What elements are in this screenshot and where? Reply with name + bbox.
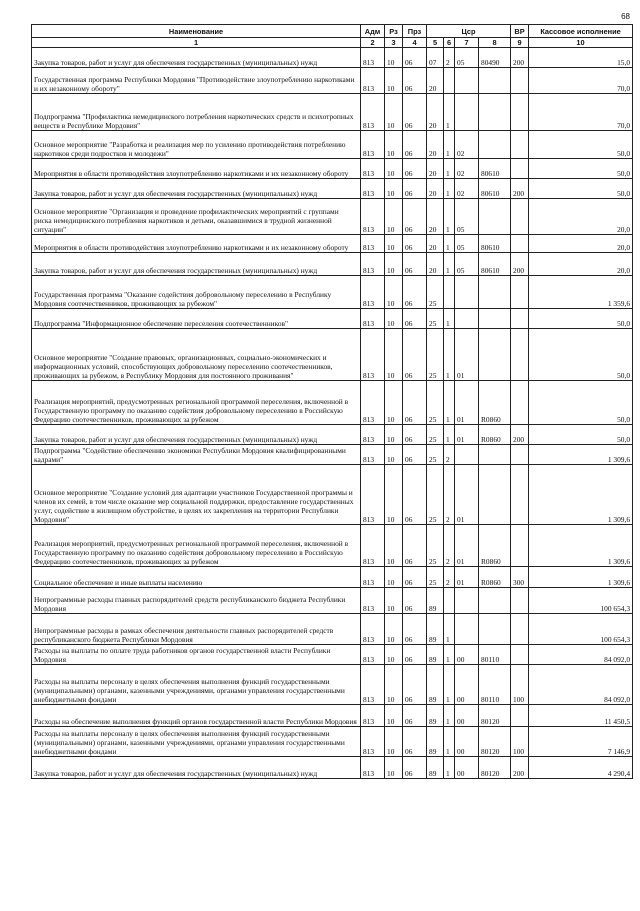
row-rz: 10 xyxy=(385,525,403,567)
row-amount: 1 309,6 xyxy=(529,525,633,567)
row-name: Реализация мероприятий, предусмотренных региональной программой переселения, включенной в Государственную программу по оказанию содействия добровольному переселению в Российскую Федерацию соотечественников, проживающих за рубежом xyxy=(32,525,361,567)
row-csr-program: 89 xyxy=(427,705,444,727)
row-vr: 200 xyxy=(511,425,529,445)
row-amount: 100 654,3 xyxy=(529,588,633,614)
table-row xyxy=(32,727,633,757)
row-vr: 200 xyxy=(511,179,529,199)
row-adm: 813 xyxy=(361,614,385,645)
table-row xyxy=(32,381,633,425)
row-rz: 10 xyxy=(385,445,403,465)
table-row xyxy=(32,159,633,179)
row-rz: 10 xyxy=(385,381,403,425)
row-vr xyxy=(511,465,529,525)
row-csr-program: 20 xyxy=(427,159,444,179)
row-amount: 20,0 xyxy=(529,199,633,235)
row-amount: 100 654,3 xyxy=(529,614,633,645)
table-row xyxy=(32,665,633,705)
row-csr-subprogram: 2 xyxy=(444,567,455,588)
row-csr-activity xyxy=(455,588,479,614)
row-name: Основное мероприятие "Создание условий для адаптации участников Государственной программы и членов их семей, в том числе оказание мер социальной поддержки, предоставление государственных услуг, содействие в жилищном обустройстве, в целях их закрепления на территории Республики Мордовия" xyxy=(32,465,361,525)
column-number: 1 xyxy=(32,38,361,48)
row-csr-activity: 02 xyxy=(455,159,479,179)
row-adm: 813 xyxy=(361,199,385,235)
row-rz: 10 xyxy=(385,614,403,645)
row-csr-activity xyxy=(455,614,479,645)
row-csr-program: 25 xyxy=(427,276,444,309)
table-row xyxy=(32,567,633,588)
table-row xyxy=(32,253,633,276)
row-csr-program: 89 xyxy=(427,757,444,779)
row-amount: 50,0 xyxy=(529,159,633,179)
row-name: Реализация мероприятий, предусмотренных региональной программой переселения, включенной в Государственную программу по оказанию содействия добровольному переселению в Российскую Федерацию соотечественников, проживающих за рубежом xyxy=(32,381,361,425)
row-rz: 10 xyxy=(385,199,403,235)
row-csr-subprogram xyxy=(444,276,455,309)
row-amount: 1 309,6 xyxy=(529,445,633,465)
row-rz: 10 xyxy=(385,179,403,199)
table-row xyxy=(32,309,633,329)
row-name: Государственная программа "Оказание содействия добровольному переселению в Республику Мордовия соотечественников, проживающих за рубежом" xyxy=(32,276,361,309)
row-csr-subprogram: 1 xyxy=(444,645,455,665)
row-csr-activity: 01 xyxy=(455,525,479,567)
row-csr-program: 89 xyxy=(427,614,444,645)
table-row xyxy=(32,614,633,645)
row-vr xyxy=(511,445,529,465)
row-csr-program: 20 xyxy=(427,235,444,253)
row-csr-activity: 01 xyxy=(455,465,479,525)
row-csr-program: 20 xyxy=(427,131,444,159)
row-csr-program: 07 xyxy=(427,48,444,68)
row-adm: 813 xyxy=(361,309,385,329)
row-csr-activity: 00 xyxy=(455,705,479,727)
row-csr-direction: 80610 xyxy=(479,179,511,199)
row-csr-program: 89 xyxy=(427,665,444,705)
row-rz: 10 xyxy=(385,425,403,445)
row-amount: 1 359,6 xyxy=(529,276,633,309)
row-csr-subprogram: 1 xyxy=(444,199,455,235)
column-number: 10 xyxy=(529,38,633,48)
row-amount: 1 309,6 xyxy=(529,465,633,525)
row-amount: 70,0 xyxy=(529,68,633,94)
row-rz: 10 xyxy=(385,665,403,705)
table-row xyxy=(32,94,633,131)
column-number: 5 xyxy=(427,38,444,48)
row-name: Государственная программа Республики Мордовия "Противодействие злоупотреблению наркотиками и их незаконному обороту" xyxy=(32,68,361,94)
table-row xyxy=(32,48,633,68)
row-csr-program: 20 xyxy=(427,68,444,94)
row-prz: 06 xyxy=(403,68,427,94)
row-adm: 813 xyxy=(361,757,385,779)
row-amount: 15,0 xyxy=(529,48,633,68)
row-vr: 100 xyxy=(511,665,529,705)
row-name: Расходы на выплаты персоналу в целях обеспечения выполнения функций государственными (муниципальными) органами, казенными учреждениями, органами управления государственными внебюджетными фондами xyxy=(32,727,361,757)
row-csr-activity: 01 xyxy=(455,329,479,381)
row-prz: 06 xyxy=(403,525,427,567)
row-csr-subprogram: 1 xyxy=(444,425,455,445)
row-csr-activity xyxy=(455,68,479,94)
table-row xyxy=(32,179,633,199)
row-rz: 10 xyxy=(385,131,403,159)
table-row xyxy=(32,329,633,381)
row-csr-activity: 01 xyxy=(455,567,479,588)
row-prz: 06 xyxy=(403,131,427,159)
row-amount: 50,0 xyxy=(529,329,633,381)
row-csr-direction: R0860 xyxy=(479,381,511,425)
column-number: 6 xyxy=(444,38,455,48)
header-vr: ВР xyxy=(511,25,529,38)
row-csr-subprogram: 1 xyxy=(444,131,455,159)
row-csr-subprogram: 1 xyxy=(444,94,455,131)
row-vr xyxy=(511,329,529,381)
table-row xyxy=(32,425,633,445)
row-name: Расходы на обеспечение выполнения функций органов государственной власти Республики Мордовия xyxy=(32,705,361,727)
row-prz: 06 xyxy=(403,199,427,235)
row-csr-direction xyxy=(479,588,511,614)
row-csr-activity: 02 xyxy=(455,179,479,199)
column-number: 3 xyxy=(385,38,403,48)
row-csr-activity: 05 xyxy=(455,48,479,68)
row-amount: 50,0 xyxy=(529,309,633,329)
row-prz: 06 xyxy=(403,381,427,425)
row-csr-direction: 80110 xyxy=(479,645,511,665)
row-amount: 84 092,0 xyxy=(529,645,633,665)
row-csr-direction: R0860 xyxy=(479,525,511,567)
header-prz: Прз xyxy=(403,25,427,38)
row-rz: 10 xyxy=(385,588,403,614)
row-csr-direction: R0860 xyxy=(479,425,511,445)
row-csr-activity: 02 xyxy=(455,131,479,159)
row-rz: 10 xyxy=(385,235,403,253)
row-vr xyxy=(511,235,529,253)
row-csr-activity: 00 xyxy=(455,727,479,757)
budget-execution-table xyxy=(31,24,633,779)
column-number-row xyxy=(32,38,633,48)
row-prz: 06 xyxy=(403,179,427,199)
row-prz: 06 xyxy=(403,705,427,727)
row-csr-subprogram: 1 xyxy=(444,705,455,727)
table-row xyxy=(32,525,633,567)
row-csr-program: 89 xyxy=(427,645,444,665)
row-prz: 06 xyxy=(403,329,427,381)
row-prz: 06 xyxy=(403,757,427,779)
row-csr-direction xyxy=(479,614,511,645)
row-csr-direction xyxy=(479,131,511,159)
row-csr-direction xyxy=(479,276,511,309)
row-adm: 813 xyxy=(361,48,385,68)
row-csr-subprogram: 1 xyxy=(444,235,455,253)
row-adm: 813 xyxy=(361,425,385,445)
row-csr-direction xyxy=(479,445,511,465)
row-csr-subprogram xyxy=(444,588,455,614)
row-amount: 11 450,5 xyxy=(529,705,633,727)
row-name: Подпрограмма "Содействие обеспечению экономики Республики Мордовия квалифицированными кадрами" xyxy=(32,445,361,465)
row-amount: 70,0 xyxy=(529,94,633,131)
row-name: Закупка товаров, работ и услуг для обеспечения государственных (муниципальных) нужд xyxy=(32,253,361,276)
table-row xyxy=(32,588,633,614)
row-csr-subprogram: 1 xyxy=(444,665,455,705)
row-csr-direction xyxy=(479,94,511,131)
row-vr xyxy=(511,276,529,309)
row-name: Непрограммные расходы главных распорядителей средств республиканского бюджета Республики Мордовия xyxy=(32,588,361,614)
table-row xyxy=(32,235,633,253)
row-amount: 20,0 xyxy=(529,235,633,253)
row-amount: 50,0 xyxy=(529,131,633,159)
header-amount: Кассовое исполнение xyxy=(529,25,633,38)
row-csr-program: 25 xyxy=(427,525,444,567)
row-amount: 7 146,9 xyxy=(529,727,633,757)
row-vr xyxy=(511,159,529,179)
row-csr-program: 25 xyxy=(427,309,444,329)
row-amount: 4 290,4 xyxy=(529,757,633,779)
row-csr-subprogram: 1 xyxy=(444,309,455,329)
row-vr: 200 xyxy=(511,253,529,276)
row-prz: 06 xyxy=(403,159,427,179)
row-rz: 10 xyxy=(385,727,403,757)
row-adm: 813 xyxy=(361,445,385,465)
row-csr-direction: 80490 xyxy=(479,48,511,68)
row-prz: 06 xyxy=(403,253,427,276)
row-csr-subprogram: 2 xyxy=(444,48,455,68)
row-csr-subprogram: 1 xyxy=(444,727,455,757)
row-csr-subprogram: 1 xyxy=(444,381,455,425)
row-vr xyxy=(511,381,529,425)
row-csr-subprogram: 2 xyxy=(444,465,455,525)
row-prz: 06 xyxy=(403,727,427,757)
row-adm: 813 xyxy=(361,235,385,253)
row-adm: 813 xyxy=(361,665,385,705)
row-name: Подпрограмма "Профилактика немедицинского потребления наркотических средств и психотропных веществ в Республике Мордовия" xyxy=(32,94,361,131)
row-csr-activity: 05 xyxy=(455,253,479,276)
row-csr-activity: 00 xyxy=(455,757,479,779)
row-csr-activity: 00 xyxy=(455,645,479,665)
row-name: Расходы на выплаты персоналу в целях обеспечения выполнения функций государственными (муниципальными) органами, казенными учреждениями, органами управления государственными внебюджетными фондами xyxy=(32,665,361,705)
row-adm: 813 xyxy=(361,179,385,199)
row-prz: 06 xyxy=(403,94,427,131)
row-rz: 10 xyxy=(385,465,403,525)
row-csr-activity: 05 xyxy=(455,235,479,253)
row-adm: 813 xyxy=(361,705,385,727)
row-csr-subprogram: 1 xyxy=(444,179,455,199)
row-vr xyxy=(511,705,529,727)
row-csr-direction: 80110 xyxy=(479,665,511,705)
column-number: 8 xyxy=(479,38,511,48)
row-vr: 300 xyxy=(511,567,529,588)
row-csr-program: 25 xyxy=(427,381,444,425)
row-adm: 813 xyxy=(361,588,385,614)
row-csr-direction: 80610 xyxy=(479,159,511,179)
row-csr-direction xyxy=(479,309,511,329)
table-row xyxy=(32,68,633,94)
row-amount: 50,0 xyxy=(529,381,633,425)
row-amount: 84 092,0 xyxy=(529,665,633,705)
row-rz: 10 xyxy=(385,276,403,309)
row-prz: 06 xyxy=(403,445,427,465)
row-csr-program: 25 xyxy=(427,425,444,445)
row-rz: 10 xyxy=(385,48,403,68)
table-row xyxy=(32,445,633,465)
row-rz: 10 xyxy=(385,309,403,329)
row-adm: 813 xyxy=(361,131,385,159)
row-prz: 06 xyxy=(403,614,427,645)
page-number: 68 xyxy=(621,12,630,21)
row-prz: 06 xyxy=(403,465,427,525)
row-name: Основное мероприятие "Разработка и реализация мер по усилению противодействия потреблению наркотиков среди подростков и молодежи" xyxy=(32,131,361,159)
row-vr xyxy=(511,588,529,614)
row-name: Основное мероприятие "Создание правовых, организационных, социально-экономических и информационных условий, способствующих добровольному переселению соотечественников, проживающих за рубежом, в Республику Мордовия для постоянного проживания" xyxy=(32,329,361,381)
row-csr-direction: 80610 xyxy=(479,235,511,253)
table-row xyxy=(32,465,633,525)
row-vr xyxy=(511,614,529,645)
row-rz: 10 xyxy=(385,253,403,276)
row-vr xyxy=(511,525,529,567)
row-csr-direction: 80120 xyxy=(479,727,511,757)
row-csr-direction: 80610 xyxy=(479,253,511,276)
table-row xyxy=(32,757,633,779)
row-adm: 813 xyxy=(361,567,385,588)
row-adm: 813 xyxy=(361,68,385,94)
row-adm: 813 xyxy=(361,253,385,276)
row-adm: 813 xyxy=(361,94,385,131)
row-csr-subprogram: 2 xyxy=(444,445,455,465)
row-csr-program: 25 xyxy=(427,329,444,381)
row-name: Закупка товаров, работ и услуг для обеспечения государственных (муниципальных) нужд xyxy=(32,48,361,68)
table-row xyxy=(32,276,633,309)
row-prz: 06 xyxy=(403,276,427,309)
row-csr-direction xyxy=(479,68,511,94)
row-csr-activity xyxy=(455,309,479,329)
row-name: Мероприятия в области противодействия злоупотреблению наркотиками и их незаконному обороту xyxy=(32,159,361,179)
header-rz: Рз xyxy=(385,25,403,38)
row-rz: 10 xyxy=(385,757,403,779)
row-rz: 10 xyxy=(385,645,403,665)
row-adm: 813 xyxy=(361,727,385,757)
row-rz: 10 xyxy=(385,567,403,588)
row-name: Закупка товаров, работ и услуг для обеспечения государственных (муниципальных) нужд xyxy=(32,425,361,445)
row-vr xyxy=(511,131,529,159)
column-number: 4 xyxy=(403,38,427,48)
row-csr-subprogram xyxy=(444,68,455,94)
row-csr-activity xyxy=(455,276,479,309)
row-csr-program: 25 xyxy=(427,567,444,588)
row-csr-program: 20 xyxy=(427,179,444,199)
row-adm: 813 xyxy=(361,525,385,567)
row-amount: 50,0 xyxy=(529,425,633,445)
row-adm: 813 xyxy=(361,381,385,425)
row-prz: 06 xyxy=(403,48,427,68)
row-csr-activity: 00 xyxy=(455,665,479,705)
row-vr: 100 xyxy=(511,727,529,757)
row-name: Основное мероприятие "Организация и проведение профилактических мероприятий с группами риска немедицинского потребления наркотиков и детьми, оказавшимися в трудной жизненной ситуации" xyxy=(32,199,361,235)
row-prz: 06 xyxy=(403,567,427,588)
row-csr-subprogram: 1 xyxy=(444,329,455,381)
row-adm: 813 xyxy=(361,159,385,179)
row-name: Подпрограмма "Информационное обеспечение переселения соотечественников" xyxy=(32,309,361,329)
row-csr-program: 20 xyxy=(427,253,444,276)
row-adm: 813 xyxy=(361,329,385,381)
row-prz: 06 xyxy=(403,665,427,705)
row-prz: 06 xyxy=(403,425,427,445)
row-csr-program: 20 xyxy=(427,199,444,235)
row-csr-direction: 80120 xyxy=(479,757,511,779)
row-csr-program: 89 xyxy=(427,727,444,757)
header-csr: Цср xyxy=(427,25,511,38)
table-body xyxy=(32,48,633,779)
row-csr-subprogram: 1 xyxy=(444,159,455,179)
row-vr xyxy=(511,199,529,235)
row-csr-subprogram: 1 xyxy=(444,757,455,779)
row-name: Мероприятия в области противодействия злоупотреблению наркотиками и их незаконному обороту xyxy=(32,235,361,253)
row-csr-activity xyxy=(455,94,479,131)
row-vr: 200 xyxy=(511,757,529,779)
row-adm: 813 xyxy=(361,645,385,665)
row-csr-subprogram: 1 xyxy=(444,253,455,276)
row-csr-subprogram: 2 xyxy=(444,525,455,567)
row-name: Социальное обеспечение и иные выплаты населению xyxy=(32,567,361,588)
row-vr xyxy=(511,94,529,131)
row-vr: 200 xyxy=(511,48,529,68)
row-adm: 813 xyxy=(361,465,385,525)
row-csr-activity: 01 xyxy=(455,425,479,445)
row-csr-direction: 80120 xyxy=(479,705,511,727)
row-csr-subprogram: 1 xyxy=(444,614,455,645)
row-vr xyxy=(511,645,529,665)
row-csr-activity: 05 xyxy=(455,199,479,235)
row-csr-program: 20 xyxy=(427,94,444,131)
header-row xyxy=(32,25,633,38)
column-number: 9 xyxy=(511,38,529,48)
row-prz: 06 xyxy=(403,645,427,665)
row-csr-direction xyxy=(479,199,511,235)
row-rz: 10 xyxy=(385,705,403,727)
row-amount: 20,0 xyxy=(529,253,633,276)
row-rz: 10 xyxy=(385,94,403,131)
row-vr xyxy=(511,68,529,94)
header-name: Наименование xyxy=(32,25,361,38)
row-name: Закупка товаров, работ и услуг для обеспечения государственных (муниципальных) нужд xyxy=(32,757,361,779)
column-number: 2 xyxy=(361,38,385,48)
row-amount: 50,0 xyxy=(529,179,633,199)
table-row xyxy=(32,645,633,665)
row-csr-activity: 01 xyxy=(455,381,479,425)
row-rz: 10 xyxy=(385,159,403,179)
row-csr-program: 25 xyxy=(427,465,444,525)
row-adm: 813 xyxy=(361,276,385,309)
table-row xyxy=(32,199,633,235)
column-number: 7 xyxy=(455,38,479,48)
row-vr xyxy=(511,309,529,329)
row-csr-direction: R0860 xyxy=(479,567,511,588)
row-csr-direction xyxy=(479,329,511,381)
row-prz: 06 xyxy=(403,235,427,253)
row-csr-program: 89 xyxy=(427,588,444,614)
row-csr-program: 25 xyxy=(427,445,444,465)
row-amount: 1 309,6 xyxy=(529,567,633,588)
row-csr-direction xyxy=(479,465,511,525)
row-rz: 10 xyxy=(385,329,403,381)
row-prz: 06 xyxy=(403,309,427,329)
table-row xyxy=(32,705,633,727)
header-adm: Адм xyxy=(361,25,385,38)
row-name: Закупка товаров, работ и услуг для обеспечения государственных (муниципальных) нужд xyxy=(32,179,361,199)
row-name: Непрограммные расходы в рамках обеспечения деятельности главных распорядителей средств республиканского бюджета Республики Мордовия xyxy=(32,614,361,645)
row-prz: 06 xyxy=(403,588,427,614)
table-row xyxy=(32,131,633,159)
row-name: Расходы на выплаты по оплате труда работников органов государственной власти Республики Мордовия xyxy=(32,645,361,665)
row-csr-activity xyxy=(455,445,479,465)
row-rz: 10 xyxy=(385,68,403,94)
